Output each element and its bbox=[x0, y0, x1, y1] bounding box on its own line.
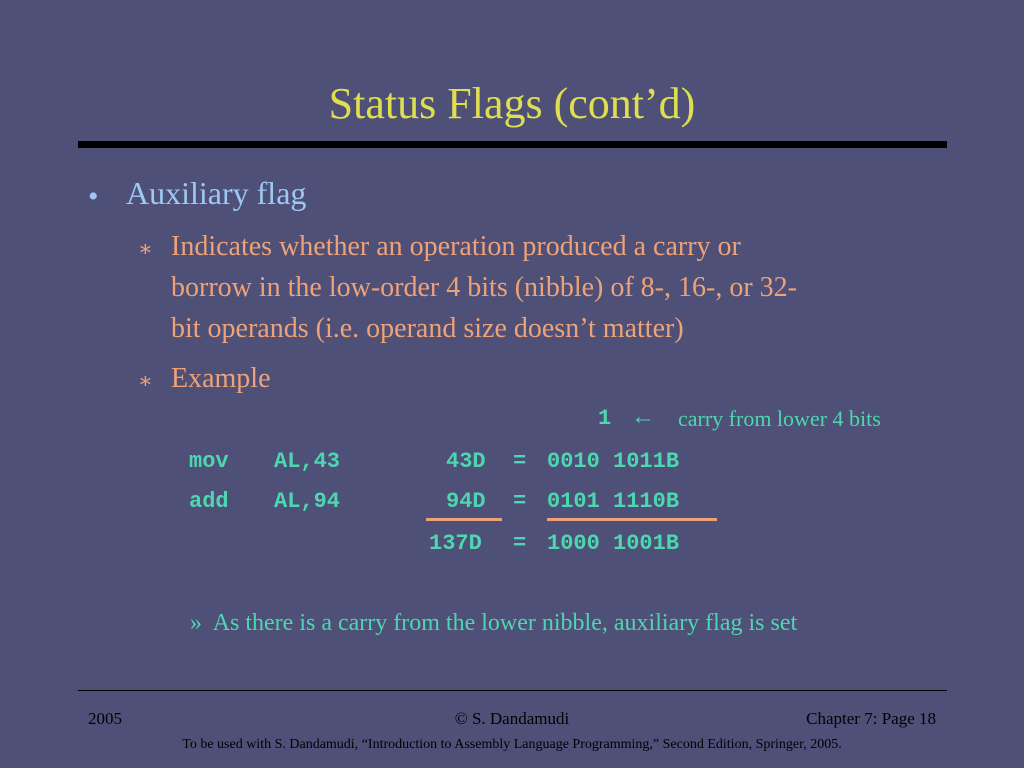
equals-sign: = bbox=[513, 489, 527, 514]
left-arrow-icon: ← bbox=[631, 404, 655, 430]
description-line: Indicates whether an operation produced a carry or bbox=[171, 231, 741, 262]
bullet-auxiliary-flag: Auxiliary flag bbox=[126, 175, 307, 211]
footer-author: © S. Dandamudi bbox=[454, 709, 570, 728]
instruction-mnemonic: add bbox=[189, 489, 229, 514]
equals-sign: = bbox=[513, 449, 527, 474]
footer-divider bbox=[78, 690, 947, 691]
description-line: bit operands (i.e. operand size doesn’t matter) bbox=[171, 313, 684, 344]
sub-bullet-marker: ∗ bbox=[138, 236, 153, 261]
note bbox=[190, 610, 797, 637]
binary-value: 0010 1011B bbox=[547, 449, 680, 474]
slide-title: Status Flags (cont’d) bbox=[328, 79, 696, 128]
sum-underline-decimal bbox=[426, 518, 502, 521]
instruction-mnemonic: mov bbox=[189, 449, 229, 474]
sub-bullet-marker: ∗ bbox=[138, 368, 153, 393]
instruction-operands: AL,94 bbox=[274, 489, 341, 514]
sub-item-example: Example bbox=[171, 363, 271, 394]
sub-item-description bbox=[171, 226, 797, 349]
decimal-value: 43D bbox=[446, 449, 486, 474]
equals-sign: = bbox=[513, 531, 527, 556]
note-marker: » bbox=[190, 610, 202, 636]
decimal-value: 94D bbox=[446, 489, 486, 514]
description-line: borrow in the low-order 4 bits (nibble) of 8-, 16-, or 32- bbox=[171, 272, 797, 303]
result-binary: 1000 1001B bbox=[547, 531, 680, 556]
bullet-marker: • bbox=[88, 180, 99, 213]
instruction-operands: AL,43 bbox=[274, 449, 341, 474]
note-text: As there is a carry from the lower nibble, auxiliary flag is set bbox=[212, 610, 798, 636]
carry-label: carry from lower 4 bits bbox=[678, 406, 881, 431]
footer-credit: To be used with S. Dandamudi, “Introduction to Assembly Language Programming,” Second Edition, Springer, 2005. bbox=[182, 737, 842, 752]
sum-underline-binary bbox=[547, 518, 717, 521]
carry-digit: 1 bbox=[598, 406, 612, 431]
title-divider bbox=[78, 141, 947, 148]
footer-page-number: Chapter 7: Page 18 bbox=[806, 709, 936, 728]
binary-value: 0101 1110B bbox=[547, 489, 680, 514]
footer-year: 2005 bbox=[88, 709, 122, 728]
result-decimal: 137D bbox=[429, 531, 482, 556]
